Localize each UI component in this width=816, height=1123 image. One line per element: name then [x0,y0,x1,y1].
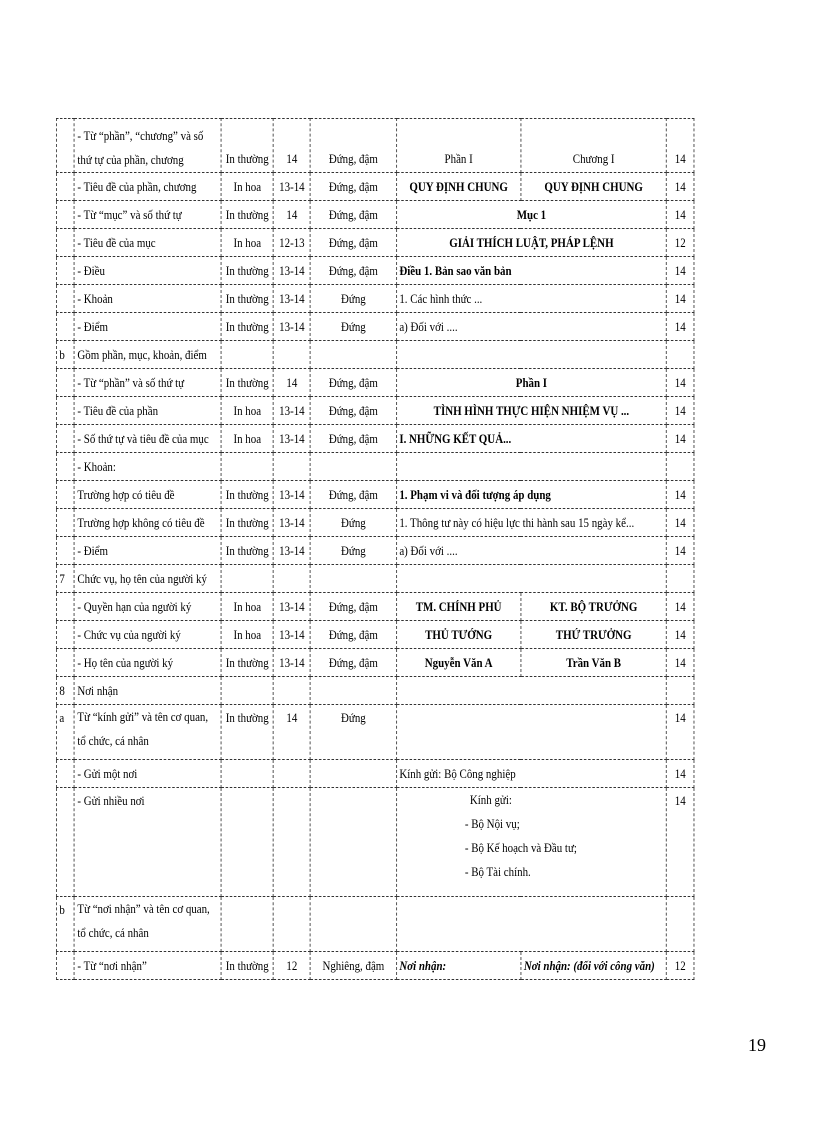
table-row [56,788,694,897]
cell-size: 14 [273,119,310,173]
cell-size-example: 14 [666,649,694,677]
cell-size [273,788,310,897]
cell-size-example: 14 [666,593,694,621]
cell-style: Đứng, đậm [310,119,396,173]
cell-style: Nghiêng, đậm [310,952,396,980]
cell-index [56,201,74,229]
cell-item: Từ “nơi nhận” và tên cơ quan, tổ chức, cá nhân [74,897,221,952]
cell-style: Đứng, đậm [310,649,396,677]
cell-size: 13-14 [273,649,310,677]
cell-case: In thường [221,649,273,677]
cell-example-right: Chương I [521,119,666,173]
cell-size [273,760,310,788]
cell-item: Nơi nhận [74,677,221,705]
cell-size-example: 14 [666,285,694,313]
table-row [56,537,694,565]
cell-item: - Từ “phần” và số thứ tự [74,369,221,397]
cell-case: In thường [221,313,273,341]
cell-size-example [666,341,694,369]
cell-case: In thường [221,481,273,509]
cell-index [56,119,74,173]
cell-size: 14 [273,705,310,760]
cell-style: Đứng [310,285,396,313]
list-item: - Bộ Kế hoạch và Đầu tư; [464,840,577,855]
cell-example-right: Trần Văn B [521,649,666,677]
cell-index [56,537,74,565]
cell-case: In thường [221,119,273,173]
cell-item: - Khoản [74,285,221,313]
cell-size-example: 14 [666,705,694,760]
cell-style: Đứng, đậm [310,229,396,257]
cell-example [396,453,666,481]
cell-style: Đứng [310,509,396,537]
cell-case: In thường [221,201,273,229]
cell-index: a [56,705,74,760]
cell-case: In hoa [221,229,273,257]
cell-item: - Tiêu đề của mục [74,229,221,257]
cell-index [56,593,74,621]
cell-example-left: Phần I [396,119,521,173]
table-row [56,509,694,537]
cell-size: 13-14 [273,397,310,425]
cell-size-example: 12 [666,229,694,257]
cell-case [221,760,273,788]
cell-example: 1. Thông tư này có hiệu lực thi hành sau 15 ngày kể... [396,509,666,537]
cell-index [56,952,74,980]
cell-size-example: 14 [666,788,694,897]
cell-size [273,897,310,952]
cell-size-example [666,677,694,705]
table-row [56,201,694,229]
cell-style: Đứng, đậm [310,593,396,621]
cell-item: Gồm phần, mục, khoản, điểm [74,341,221,369]
table-row [56,119,694,173]
cell-case [221,897,273,952]
cell-example [396,705,666,760]
cell-case: In thường [221,257,273,285]
list-item: - Bộ Nội vụ; [464,816,520,831]
cell-style: Đứng [310,313,396,341]
cell-size: 13-14 [273,509,310,537]
cell-size: 13-14 [273,313,310,341]
table-row [56,453,694,481]
cell-style: Đứng, đậm [310,369,396,397]
cell-style [310,897,396,952]
cell-example: I. NHỮNG KẾT QUẢ... [396,425,666,453]
cell-size: 14 [273,369,310,397]
table-row [56,621,694,649]
cell-item: - Gửi nhiều nơi [74,788,221,897]
cell-size-example: 14 [666,425,694,453]
cell-size-example: 14 [666,621,694,649]
cell-index [56,369,74,397]
cell-size: 13-14 [273,481,310,509]
cell-item: - Khoản: [74,453,221,481]
cell-item: - Tiêu đề của phần [74,397,221,425]
cell-case: In hoa [221,593,273,621]
cell-size: 14 [273,201,310,229]
cell-size [273,565,310,593]
table-row [56,341,694,369]
cell-case: In thường [221,705,273,760]
cell-size: 12 [273,952,310,980]
cell-index [56,649,74,677]
cell-case: In hoa [221,425,273,453]
cell-example: a) Đối với .... [396,313,666,341]
cell-case: In thường [221,369,273,397]
table-row [56,593,694,621]
cell-style [310,760,396,788]
cell-size [273,453,310,481]
cell-style: Đứng, đậm [310,481,396,509]
table-row [56,677,694,705]
table-row [56,173,694,201]
cell-example: Phần I [396,369,666,397]
list-item: Kính gửi: [469,792,512,807]
cell-size-example: 14 [666,397,694,425]
cell-index [56,285,74,313]
cell-index [56,509,74,537]
table-row [56,313,694,341]
cell-size-example: 14 [666,257,694,285]
cell-example: Mục 1 [396,201,666,229]
table-row [56,649,694,677]
cell-example-right: KT. BỘ TRƯỞNG [521,593,666,621]
cell-example: GIẢI THÍCH LUẬT, PHÁP LỆNH [396,229,666,257]
cell-size: 13-14 [273,285,310,313]
cell-example [396,341,666,369]
cell-index [56,788,74,897]
cell-size: 13-14 [273,537,310,565]
cell-item: Trường hợp không có tiêu đề [74,509,221,537]
cell-example-right: Nơi nhận: (đối với công văn) [521,952,666,980]
cell-case: In thường [221,509,273,537]
cell-index [56,453,74,481]
formatting-table [56,118,694,980]
cell-case: In thường [221,952,273,980]
cell-style: Đứng, đậm [310,257,396,285]
cell-index [56,229,74,257]
cell-example [396,897,666,952]
cell-example: Kính gửi: Bộ Công nghiệp [396,760,666,788]
page-number: 19 [748,1035,766,1055]
cell-style: Đứng, đậm [310,201,396,229]
cell-index: 8 [56,677,74,705]
cell-case: In hoa [221,621,273,649]
cell-size: 13-14 [273,173,310,201]
cell-case [221,677,273,705]
cell-item: - Chức vụ của người ký [74,621,221,649]
cell-index [56,257,74,285]
table-row [56,257,694,285]
cell-size-example: 14 [666,313,694,341]
cell-item: Trường hợp có tiêu đề [74,481,221,509]
cell-size-example: 14 [666,481,694,509]
cell-example-list [396,788,666,897]
cell-style: Đứng, đậm [310,425,396,453]
cell-index [56,621,74,649]
cell-example-left: Nguyễn Văn A [396,649,521,677]
cell-example-left: THỦ TƯỚNG [396,621,521,649]
cell-size-example: 14 [666,173,694,201]
cell-style: Đứng [310,705,396,760]
cell-index [56,173,74,201]
cell-size-example: 14 [666,369,694,397]
cell-item: - Điều [74,257,221,285]
cell-index [56,313,74,341]
cell-example-left: Nơi nhận: [396,952,521,980]
table-row [56,897,694,952]
cell-style [310,677,396,705]
cell-item: - Từ “phần”, “chương” và số thứ tự của phần, chương [74,119,221,173]
cell-example: TÌNH HÌNH THỰC HIỆN NHIỆM VỤ ... [396,397,666,425]
cell-index: b [56,897,74,952]
cell-example-left: TM. CHÍNH PHỦ [396,593,521,621]
cell-example: a) Đối với .... [396,537,666,565]
cell-size-example: 14 [666,760,694,788]
cell-index [56,481,74,509]
cell-index: b [56,341,74,369]
cell-size-example: 14 [666,537,694,565]
table-row [56,760,694,788]
cell-case: In hoa [221,397,273,425]
cell-item: - Gửi một nơi [74,760,221,788]
cell-size: 13-14 [273,621,310,649]
cell-size-example [666,453,694,481]
cell-size-example [666,565,694,593]
cell-size [273,341,310,369]
cell-style: Đứng [310,537,396,565]
cell-item: - Tiêu đề của phần, chương [74,173,221,201]
table-row [56,425,694,453]
cell-index [56,397,74,425]
table-row [56,397,694,425]
cell-style [310,565,396,593]
cell-index [56,760,74,788]
cell-size: 12-13 [273,229,310,257]
cell-size [273,677,310,705]
table-row [56,952,694,980]
cell-case: In hoa [221,173,273,201]
cell-size-example: 14 [666,119,694,173]
table-row [56,229,694,257]
cell-size-example: 14 [666,509,694,537]
cell-example: 1. Phạm vi và đối tượng áp dụng [396,481,666,509]
cell-style: Đứng, đậm [310,397,396,425]
cell-example-left: QUY ĐỊNH CHUNG [396,173,521,201]
cell-item: - Điểm [74,537,221,565]
cell-style [310,788,396,897]
cell-example-right: QUY ĐỊNH CHUNG [521,173,666,201]
table-row [56,481,694,509]
cell-item: - Họ tên của người ký [74,649,221,677]
cell-size-example: 12 [666,952,694,980]
cell-example: Điều 1. Bản sao văn bản [396,257,666,285]
cell-size: 13-14 [273,593,310,621]
cell-item: - Điểm [74,313,221,341]
cell-index: 7 [56,565,74,593]
list-item: - Bộ Tài chính. [464,864,531,879]
cell-item: Từ “kính gửi” và tên cơ quan, tổ chức, cá nhân [74,705,221,760]
cell-case [221,341,273,369]
cell-example-right: THỨ TRƯỞNG [521,621,666,649]
cell-item: - Từ “mục” và số thứ tự [74,201,221,229]
cell-size: 13-14 [273,425,310,453]
cell-case: In thường [221,285,273,313]
table-row [56,285,694,313]
cell-style: Đứng, đậm [310,621,396,649]
table-row [56,705,694,760]
cell-case: In thường [221,537,273,565]
cell-example [396,677,666,705]
cell-case [221,565,273,593]
cell-index [56,425,74,453]
cell-item: - Số thứ tự và tiêu đề của mục [74,425,221,453]
cell-style [310,453,396,481]
cell-example [396,565,666,593]
cell-size: 13-14 [273,257,310,285]
cell-item: - Quyền hạn của người ký [74,593,221,621]
table-row [56,565,694,593]
cell-case [221,788,273,897]
cell-example: 1. Các hình thức ... [396,285,666,313]
cell-size-example [666,897,694,952]
cell-item: Chức vụ, họ tên của người ký [74,565,221,593]
table-row [56,369,694,397]
cell-size-example: 14 [666,201,694,229]
cell-style: Đứng, đậm [310,173,396,201]
cell-item: - Từ “nơi nhận” [74,952,221,980]
cell-style [310,341,396,369]
cell-case [221,453,273,481]
